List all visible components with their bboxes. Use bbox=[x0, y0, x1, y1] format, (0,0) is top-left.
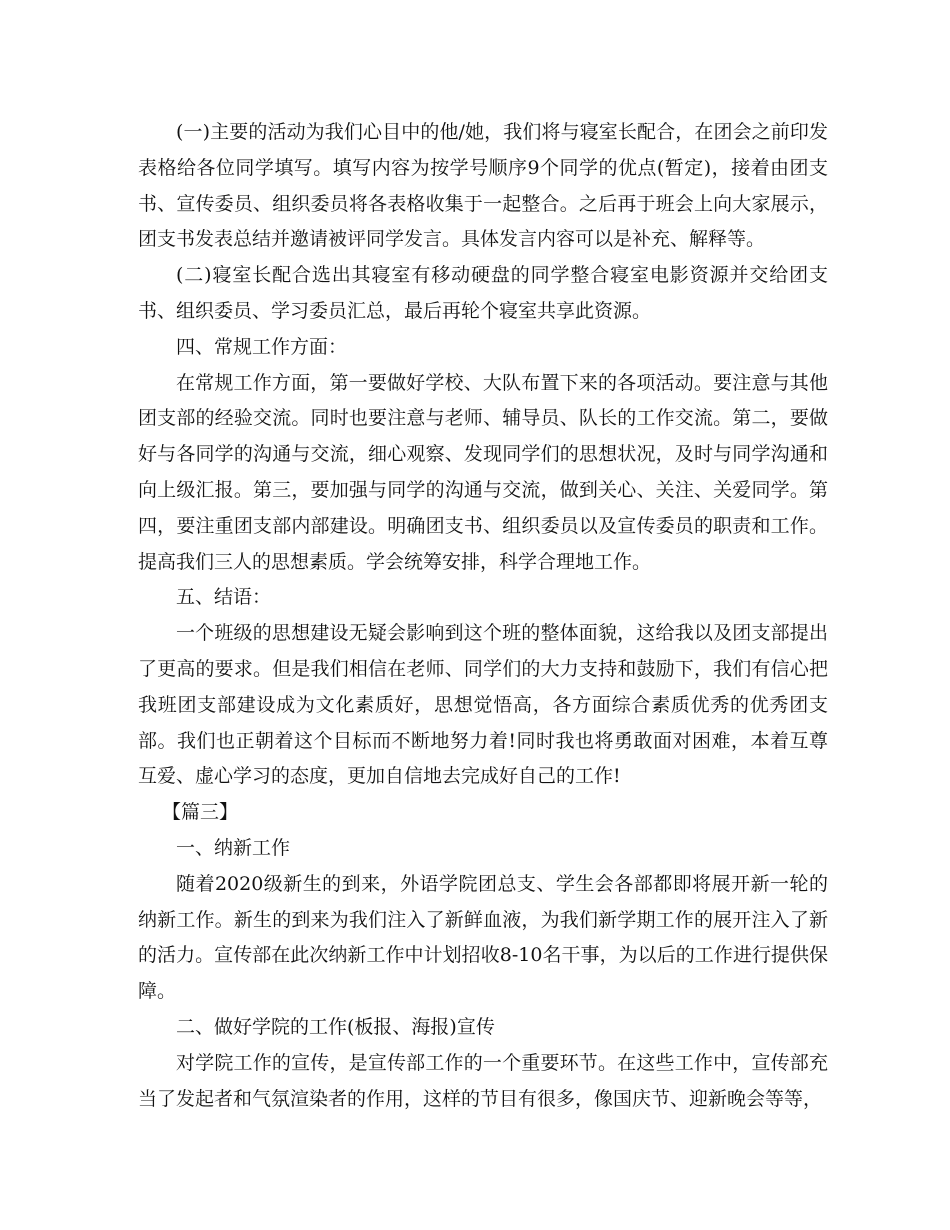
paragraph-recruitment: 随着2020级新生的到来，外语学院团总支、学生会各部都即将展开新一轮的纳新工作。新生的到来为我们注入了新鲜血液，为我们新学期工作的展开注入了新的活力。宣传部在此次纳新工作中计划招收8-10名干事，为以后的工作进行提供保障。 bbox=[138, 872, 828, 1003]
paragraph-conclusion: 一个班级的思想建设无疑会影响到这个班的整体面貌，这给我以及团支部提出了更高的要求。但是我们相信在老师、同学们的大力支持和鼓励下，我们有信心把我班团支部建设成为文化素质好，思想觉悟高，各方面综合素质优秀的优秀团支部。我们也正朝着这个目标而不断地努力着!同时我也将勇敢面对困难，本着互尊互爱、虚心学习的态度，更加自信地去完成好自己的工作! bbox=[138, 622, 828, 788]
heading-routine-work: 四、常规工作方面： bbox=[176, 335, 348, 358]
document-page bbox=[138, 115, 828, 1117]
heading-recruitment: 一、纳新工作 bbox=[176, 836, 291, 859]
paragraph-activity-one: (一)主要的活动为我们心目中的他/她，我们将与寝室长配合，在团会之前印发表格给各位同学填写。填写内容为按学号顺序9个同学的优点(暂定)，接着由团支书、宣传委员、组织委员将各表格收集于一起整合。之后再于班会上向大家展示，团支书发表总结并邀请被评同学发言。具体发言内容可以是补充、解释等。 bbox=[138, 121, 828, 251]
heading-conclusion: 五、结语： bbox=[176, 586, 272, 609]
paragraph-routine-work: 在常规工作方面，第一要做好学校、大队布置下来的各项活动。要注意与其他团支部的经验交流。同时也要注意与老师、辅导员、队长的工作交流。第二，要做好与各同学的沟通与交流，细心观察、发现同学们的思想状况，及时与同学沟通和向上级汇报。第三，要加强与同学的沟通与交流，做到关心、关注、关爱同学。第四，要注重团支部内部建设。明确团支书、组织委员以及宣传委员的职责和工作。提高我们三人的思想素质。学会统筹安排，科学合理地工作。 bbox=[138, 371, 828, 573]
paragraph-activity-two: (二)寝室长配合选出其寝室有移动硬盘的同学整合寝室电影资源并交给团支书、组织委员、学习委员汇总，最后再轮个寝室共享此资源。 bbox=[138, 264, 828, 322]
heading-publicity: 二、做好学院的工作(板报、海报)宣传 bbox=[176, 1015, 495, 1038]
section-title-part-three: 【篇三】 bbox=[162, 801, 239, 824]
paragraph-publicity: 对学院工作的宣传，是宣传部工作的一个重要环节。在这些工作中，宣传部充当了发起者和气氛渲染者的作用，这样的节目有很多，像国庆节、迎新晚会等等， bbox=[138, 1051, 828, 1110]
